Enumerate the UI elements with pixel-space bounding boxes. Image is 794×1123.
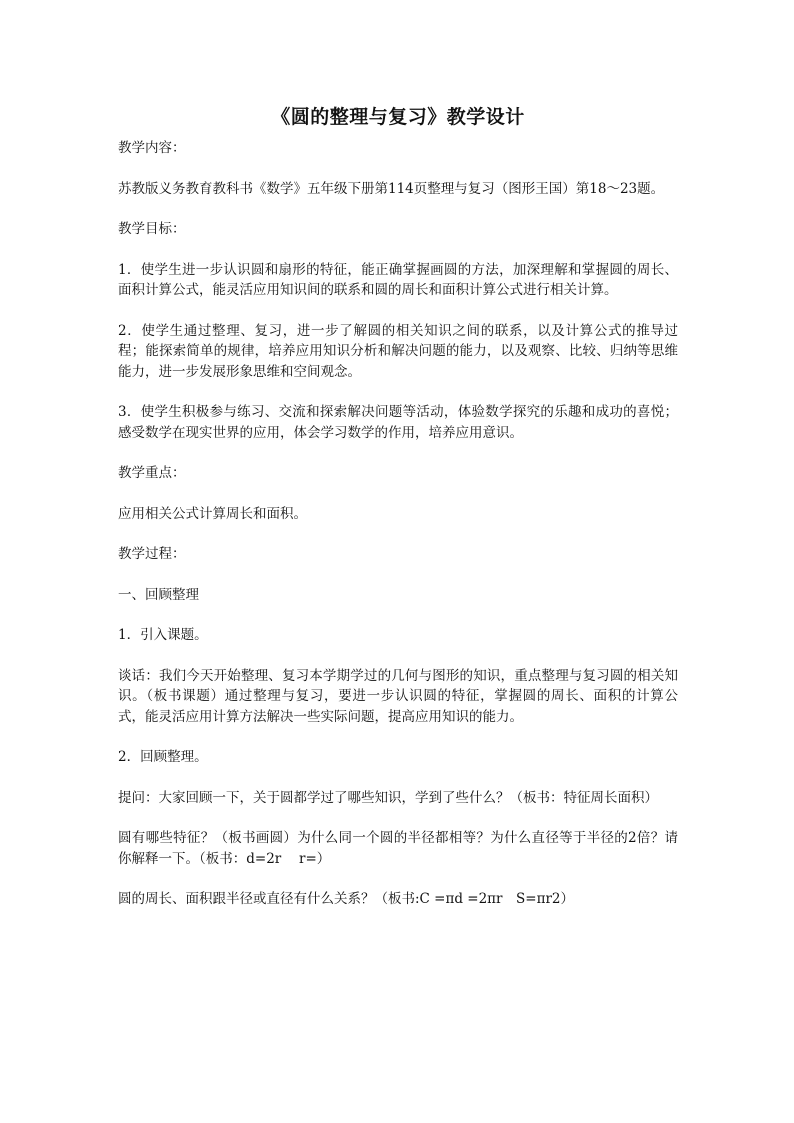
heading-teaching-content: 教学内容：: [118, 140, 186, 156]
paragraph-teaching-content: 苏教版义务教育教科书《数学》五年级下册第114页整理与复习（图形王国）第18～23题。: [118, 180, 665, 197]
paragraph-goal-2: 2．使学生通过整理、复习，进一步了解圆的相关知识之间的联系，以及计算公式的推导过程；能探索简单的规律，培养应用知识分析和解决问题的能力，以及观察、比较、归纳等思维能力，进一步发展形象思维和空间观念。: [118, 322, 678, 380]
heading-teaching-process: 教学过程：: [118, 546, 186, 562]
paragraph-circle-formulas: 圆的周长、面积跟半径或直径有什么关系？（板书:C =πd =2πr S=πr2）: [118, 891, 574, 907]
document-page: [118, 104, 678, 930]
paragraph-circle-features: 圆有哪些特征？（板书画圆）为什么同一个圆的半径都相等？为什么直径等于半径的2倍？请你解释一下。（板书：d=2r r=）: [118, 830, 678, 867]
paragraph-goal-3: 3．使学生积极参与练习、交流和探索解决问题等活动，体验数学探究的乐趣和成功的喜悦；感受数学在现实世界的应用，体会学习数学的作用，培养应用意识。: [118, 404, 678, 441]
paragraph-teaching-focus: 应用相关公式计算周长和面积。: [118, 505, 307, 522]
paragraph-review-question: 提问：大家回顾一下，关于圆都学过了哪些知识，学到了些什么？（板书：特征周长面积）: [118, 789, 658, 806]
heading-teaching-goals: 教学目标：: [118, 221, 186, 237]
paragraph-goal-1: 1．使学生进一步认识圆和扇形的特征，能正确掌握画圆的方法，加深理解和掌握圆的周长、面积计算公式，能灵活应用知识间的联系和圆的周长和面积计算公式进行相关计算。: [118, 261, 678, 298]
heading-teaching-focus: 教学重点：: [118, 465, 186, 481]
heading-step-review: 2．回顾整理。: [118, 749, 208, 765]
heading-step-introduce: 1．引入课题。: [118, 627, 208, 643]
paragraph-introduction-talk: 谈话：我们今天开始整理、复习本学期学过的几何与图形的知识，重点整理与复习圆的相关知识。（板书课题）通过整理与复习，要进一步认识圆的特征，掌握圆的周长、面积的计算公式，能灵活应用计算方法解决一些实际问题，提高应用知识的能力。: [118, 667, 678, 725]
document-title: 《圆的整理与复习》教学设计: [271, 106, 525, 128]
heading-section-review: 一、回顾整理: [118, 586, 199, 603]
